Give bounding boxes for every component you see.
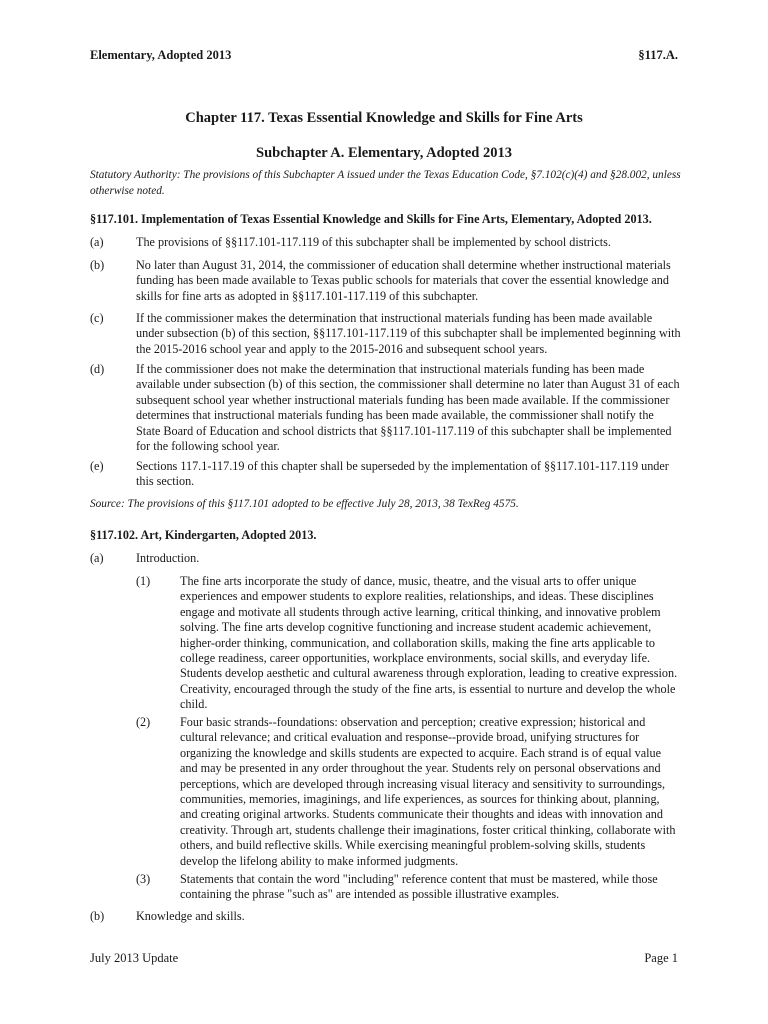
paragraph-label: (3) (136, 872, 151, 886)
subsection-label: (a) (90, 235, 104, 249)
section-heading-101: §117.101. Implementation of Texas Essential Knowledge and Skills for Fine Arts, Elementary, Adopted 2013. (90, 212, 652, 226)
subsection-text: If the commissioner makes the determination that instructional materials funding has been made available under subsection (b) of this section, §§117.101-117.119 of this subchapter shall be implemented beginning with the 2015-2016 school year and apply to the 2015-2016 and subsequent school years. (136, 311, 681, 356)
source-note: Source: The provisions of this §117.101 adopted to be effective July 28, 2013, 38 TexReg 4575. (90, 498, 519, 510)
subsection-label: (c) (90, 311, 104, 325)
running-header-right: §117.A. (638, 48, 678, 62)
subchapter-title: Subchapter A. Elementary, Adopted 2013 (256, 145, 512, 161)
paragraph-text: Four basic strands--foundations: observation and perception; creative expression; historical and cultural relevance; and critical evaluation and response--provide broad, unifying structures for organizing the knowledge and skills students are expected to acquire. Each strand is of equal value and may be presented in any order throughout the year. Students rely on personal observations and perceptions, which are developed through increasing visual literacy and sensitivity to surroundings, communities, memories, imaginings, and life experiences, as sources for thinking about, planning, and creating original artworks. Students communicate their thoughts and ideas with innovation and creativity. Through art, students challenge their imaginations, foster critical thinking, collaborate with others, and build reflective skills. While exercising meaningful problem-solving skills, students develop the lifelong ability to make informed judgments. (180, 715, 676, 868)
subsection-text: If the commissioner does not make the determination that instructional materials funding has been made available under subsection (b) of this section, the commissioner shall determine no later than August 31 of each subsequent school year whether instructional materials funding has been made available. If the commissioner determines that instructional materials funding has been made available, the commissioner shall notify the State Board of Education and school districts that §§117.101-117.119 of this subchapter shall be implemented for the following school year. (136, 362, 680, 454)
subsection-label: (b) (90, 909, 105, 923)
paragraph-text: The fine arts incorporate the study of dance, music, theatre, and the visual arts to offer unique experiences and empower students to explore realities, relationships, and ideas. These disciplines engage and motivate all students through active learning, critical thinking, and innovative problem solving. The fine arts develop cognitive functioning and increase student academic achievement, higher-order thinking, communication, and collaboration skills, making the fine arts applicable to college readiness, career opportunities, workplace environments, social skills, and everyday life. Students develop aesthetic and cultural awareness through exploration, leading to creative expression. Creativity, encouraged through the study of the fine arts, is essential to nurture and develop the whole child. (180, 574, 678, 712)
paragraph-text: Statements that contain the word "including" reference content that must be mastered, while those containing the phrase "such as" are intended as possible illustrative examples. (180, 872, 658, 902)
subsection-label: (b) (90, 258, 105, 272)
subsection-text: No later than August 31, 2014, the commissioner of education shall determine whether instructional materials funding has been made available to Texas public schools for materials that cover the essential knowledge and skills for fine arts as adopted in §§117.101-117.119 of this subchapter. (136, 258, 671, 303)
subsection-text: Sections 117.1-117.19 of this chapter shall be superseded by the implementation of §§117.101-117.119 under this section. (136, 459, 669, 489)
subsection-label: (a) (90, 551, 104, 565)
chapter-title: Chapter 117. Texas Essential Knowledge and Skills for Fine Arts (185, 110, 583, 126)
subsection-label: (d) (90, 362, 105, 376)
page-number: Page 1 (644, 951, 678, 965)
statutory-authority: Statutory Authority: The provisions of this Subchapter A issued under the Texas Education Code, §7.102(c)(4) and §28.002, unless otherwise noted. (90, 169, 681, 197)
subsection-text: Knowledge and skills. (136, 909, 245, 923)
paragraph-label: (1) (136, 574, 151, 588)
paragraph-label: (2) (136, 715, 151, 729)
running-header-left: Elementary, Adopted 2013 (90, 48, 232, 62)
subsection-label: (e) (90, 459, 104, 473)
subsection-text: The provisions of §§117.101-117.119 of this subchapter shall be implemented by school districts. (136, 235, 611, 249)
subsection-text: Introduction. (136, 551, 200, 565)
footer-left: July 2013 Update (90, 951, 179, 965)
section-heading-102: §117.102. Art, Kindergarten, Adopted 2013. (90, 528, 317, 542)
